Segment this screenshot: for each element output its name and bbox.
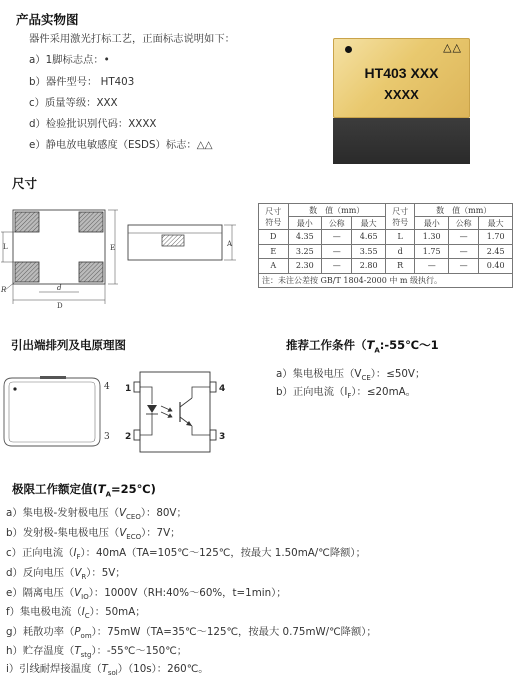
rating-item-i: i）引线耐焊接温度$(T_{sol})(10s)$：260℃。: [6, 663, 209, 677]
rating-item-g: g）耗散功率$(P_{om})$：75mW（TA=35℃～125℃，按最大 0.75mW/℃降额）；: [6, 626, 377, 641]
rating-item-b: b）发射极-集电极电压$(V_{ECO})$：7V；: [6, 527, 181, 542]
th-values-2: 数 值（mm）: [415, 204, 513, 217]
section-title-product-photo: 产品实物图: [16, 12, 79, 27]
label-R: R: [1, 286, 7, 294]
label-D: D: [57, 302, 63, 310]
rating-item-c: c）正向电流$(I_F)$：40mA（TA=105℃～125℃，按最大 1.50mA/℃降额）；: [6, 547, 366, 562]
marking-item-e: e）静电放电敏感度（ESDS）标志：△△: [29, 139, 213, 151]
side-view-drawing: [120, 216, 240, 276]
pkg-pin-4: 4: [104, 382, 110, 392]
marking-item-b: b）器件型号： HT403: [29, 76, 135, 88]
recommended-item-b: b）正向电流$(I_F)$：≤20mA。: [276, 386, 416, 401]
marking-item-a: a）1脚标志点：•: [29, 54, 110, 66]
section-title-pinout: 引出端排列及电原理图: [11, 338, 126, 352]
table-row: D 4.35 — 4.65 L 1.30 — 1.70: [259, 230, 513, 245]
recommended-item-a: a）集电极电压$(V_{CE})$：≤50V；: [276, 368, 426, 383]
label-d: d: [57, 284, 62, 292]
pkg-pin-3: 3: [104, 432, 110, 442]
table-row: A 2.30 — 2.80 R — — 0.40: [259, 259, 513, 274]
dimension-table: [258, 203, 513, 288]
rating-item-e: e）隔离电压$(V_{IO})$：1000V（RH:40%～60%，t=1min）；: [6, 587, 287, 602]
chip-base: [333, 118, 470, 164]
table-row: E 3.25 — 3.55 d 1.75 — 2.45: [259, 244, 513, 259]
th-nom-1: 公称: [322, 217, 352, 230]
side-die: [162, 235, 184, 246]
th-symbol-1: 尺寸 符号: [259, 204, 289, 230]
section-title-recommended: 推荐工作条件（$T_A:-55℃\sim 1$: [286, 338, 439, 355]
label-L: L: [3, 243, 8, 251]
th-values-1: 数 值（mm）: [288, 204, 385, 217]
pin1-dot-icon: [345, 46, 352, 53]
rating-item-d: d）反向电压$(V_R)$：5V；: [6, 567, 126, 582]
sch-pin-3: 3: [219, 432, 226, 442]
rating-item-h: h）贮存温度$(T_{stg})$：-55℃～150℃；: [6, 645, 188, 660]
esd-mark: △△: [443, 41, 462, 54]
pinout-package-drawing: [0, 372, 120, 452]
th-min-2: 最小: [415, 217, 449, 230]
label-A: A: [227, 240, 233, 248]
th-nom-2: 公称: [448, 217, 478, 230]
pin1-dot-icon: [13, 387, 16, 390]
rating-item-a: a）集电极-发射极电压$(V_{CEO})$：80V；: [6, 507, 187, 522]
sch-pin-4: 4: [219, 384, 226, 394]
rating-item-f: f）集电极电流$(I_C)$：50mA；: [6, 606, 146, 621]
section-title-absolute-max: 极限工作额定值$(T_A=25℃)$: [12, 482, 156, 499]
top-view-drawing: [0, 200, 120, 310]
led-diode-icon: [147, 405, 157, 413]
sch-pin-2: 2: [125, 432, 132, 442]
th-max-1: 最大: [352, 217, 386, 230]
label-E: E: [110, 244, 116, 252]
light-arrows-icon: [161, 406, 172, 418]
chip-marking-line2: XXXX: [384, 87, 419, 102]
sch-pin-1: 1: [125, 384, 132, 394]
th-min-1: 最小: [288, 217, 322, 230]
marking-item-d: d）检验批识别代码：XXXX: [29, 118, 157, 130]
marking-intro: 器件采用激光打标工艺，正面标志说明如下：: [29, 33, 235, 45]
th-max-2: 最大: [479, 217, 513, 230]
marking-item-c: c）质量等级：XXX: [29, 97, 118, 109]
table-note: 注：未注公差按 GB/T 1804-2000 中 m 级执行。: [259, 273, 513, 288]
chip-photo: [333, 38, 470, 164]
section-title-dimensions: 尺寸: [12, 176, 38, 191]
th-symbol-2: 尺寸 符号: [385, 204, 415, 230]
schematic-diagram: [120, 368, 230, 458]
chip-marking-line1: HT403 XXX: [364, 65, 439, 81]
